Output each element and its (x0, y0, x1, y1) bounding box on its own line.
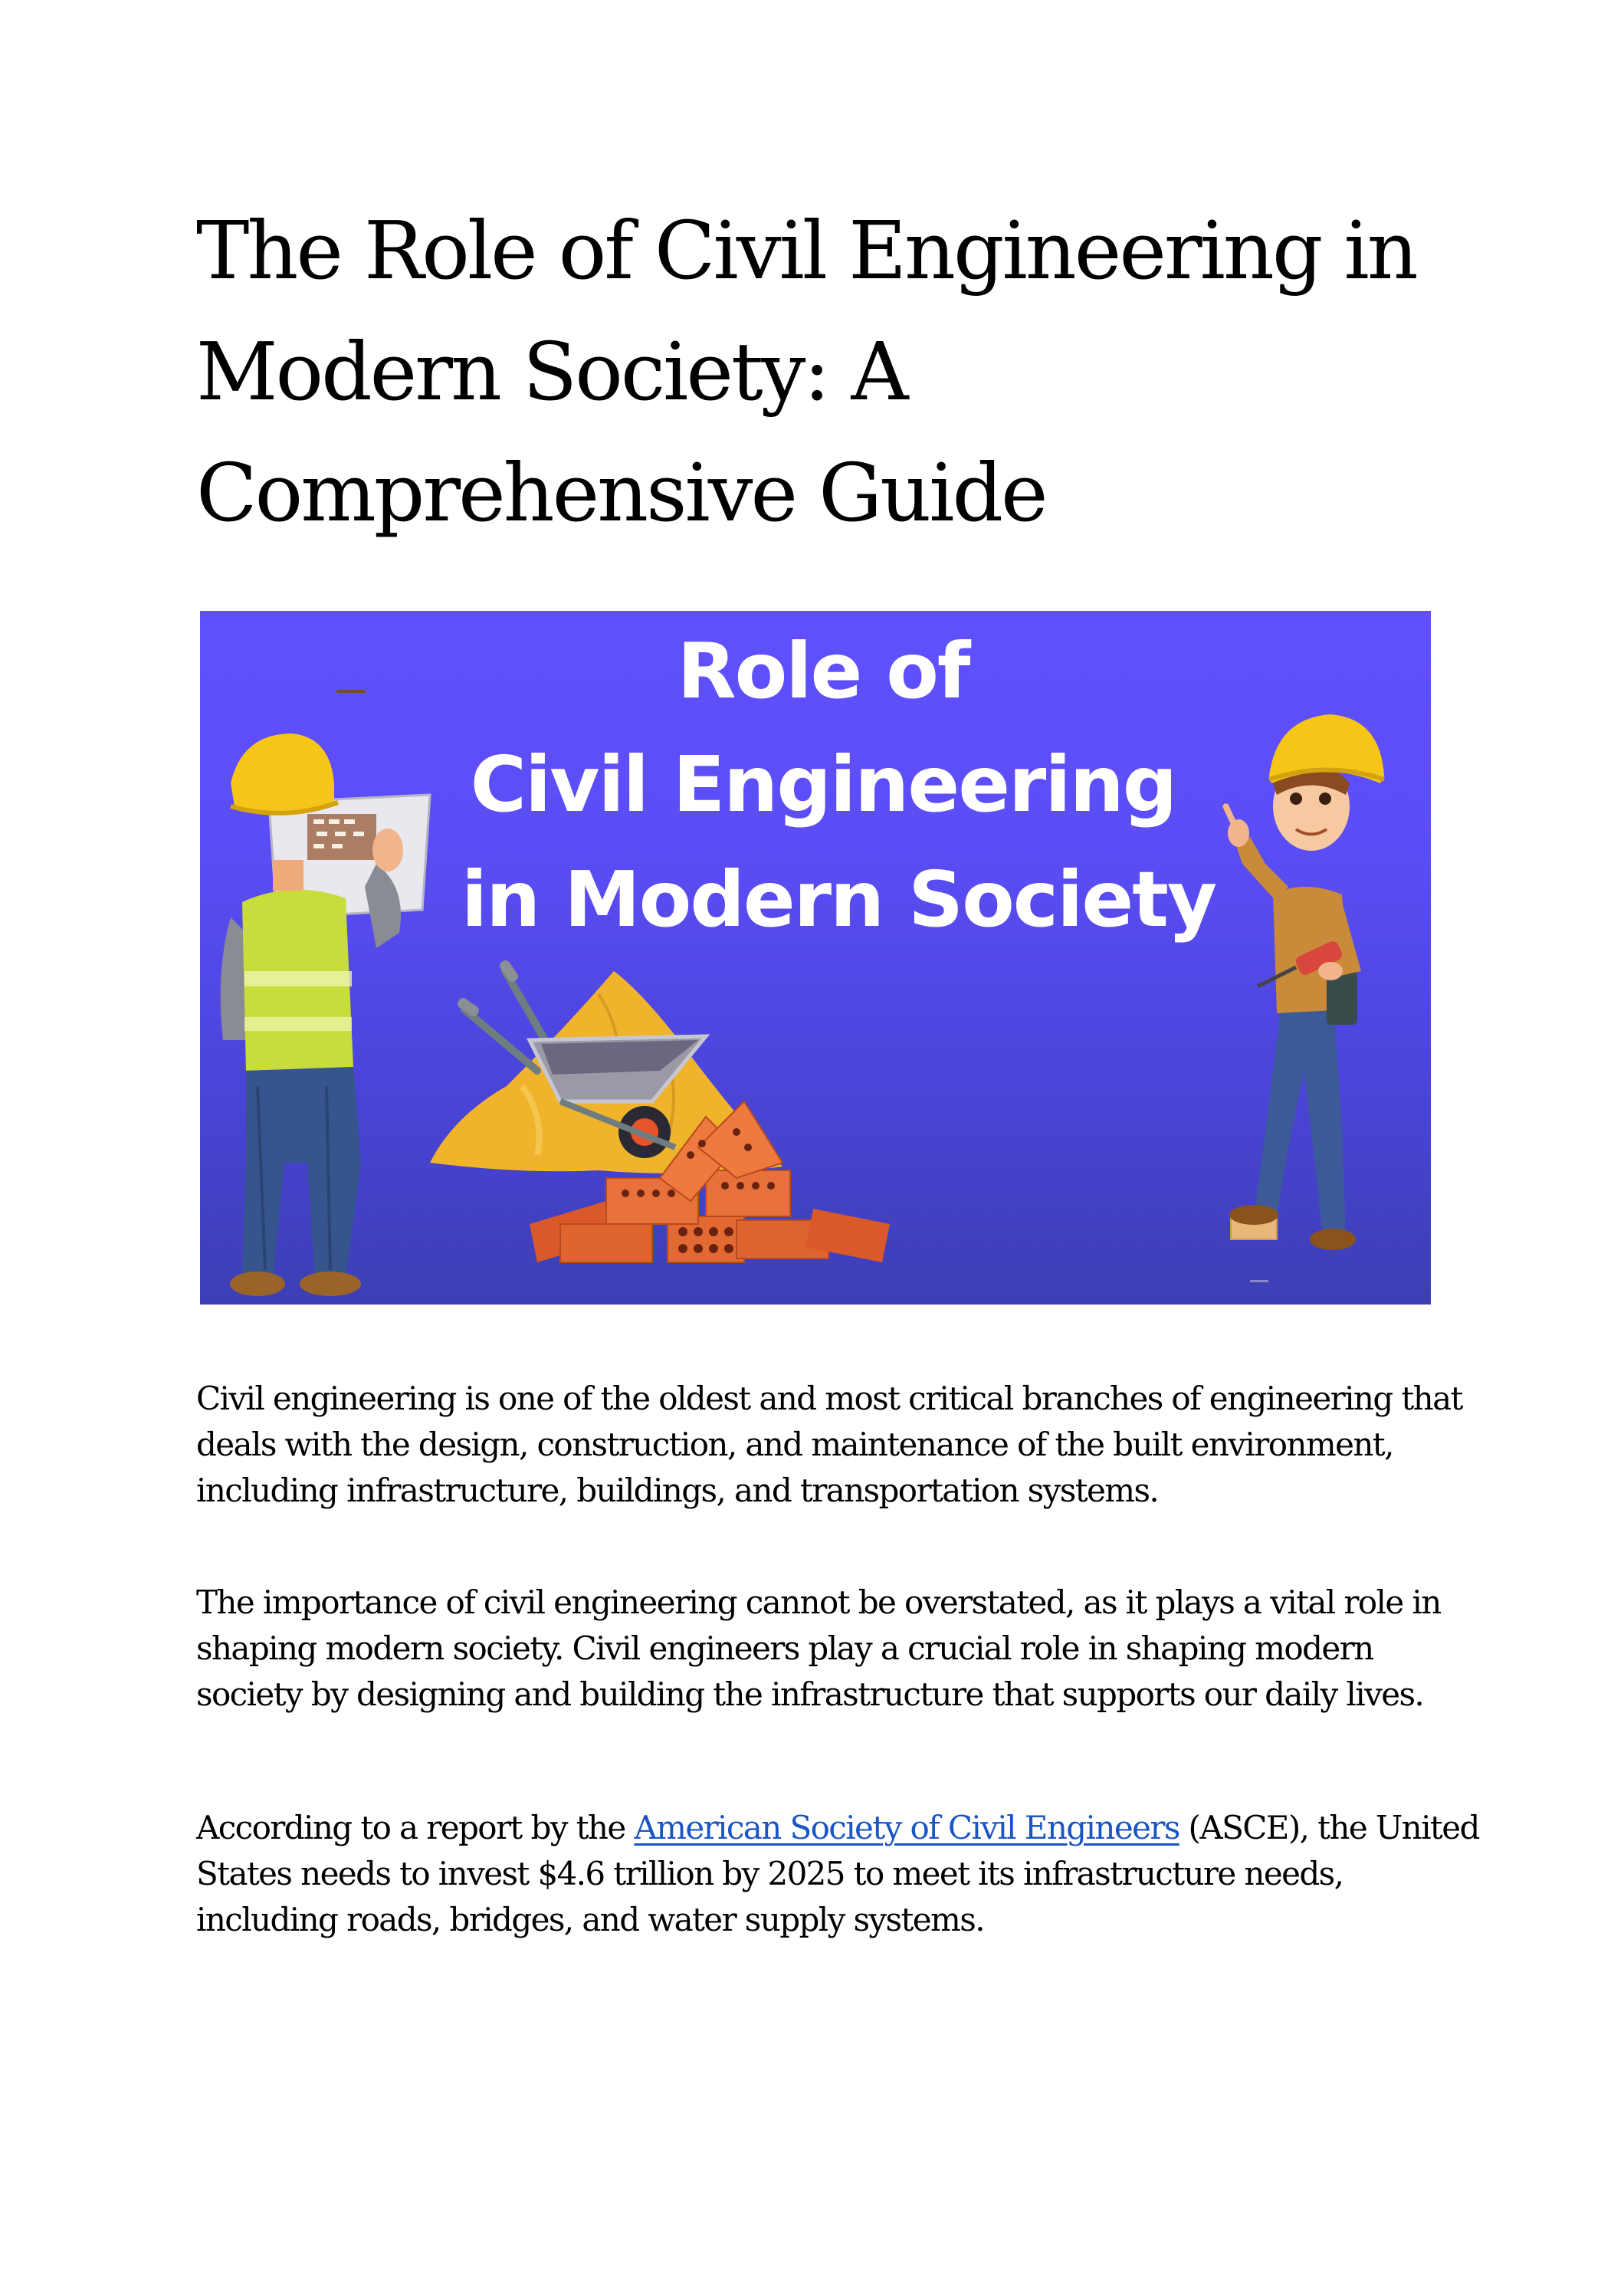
paragraph-text-before-link: According to a report by the (196, 1809, 635, 1846)
paragraph-intro: Civil engineering is one of the oldest and most critical branches of engineering that deals with the design, construction, and maintenance of the built environment, including infrastructure, buildings, and transportation systems. (196, 1380, 1462, 1509)
banner-title-line-3: in Modern Society (461, 855, 1216, 944)
paragraph-asce-report (196, 1805, 1484, 1943)
decorative-dash (1250, 1280, 1268, 1282)
banner-title-line-2: Civil Engineering (470, 740, 1176, 829)
asce-link[interactable]: American Society of Civil Engineers (634, 1809, 1179, 1846)
banner-title-line-1: Role of (677, 626, 969, 716)
page-title: The Role of Civil Engineering in Modern Society: A Comprehensive Guide (196, 204, 1416, 540)
paragraph-text-after-link: (ASCE), the United States needs to invest $4.6 trillion by 2025 to meet its infrastructure needs, including roads, bridges, and water supply systems. (196, 1809, 1479, 1938)
paragraph-importance: The importance of civil engineering cannot be overstated, as it plays a vital role in shaping modern society. Civil engineers play a crucial role in shaping modern society by designing and building the infrastructure that supports our daily lives. (196, 1583, 1441, 1713)
banner-image (200, 611, 1431, 1305)
